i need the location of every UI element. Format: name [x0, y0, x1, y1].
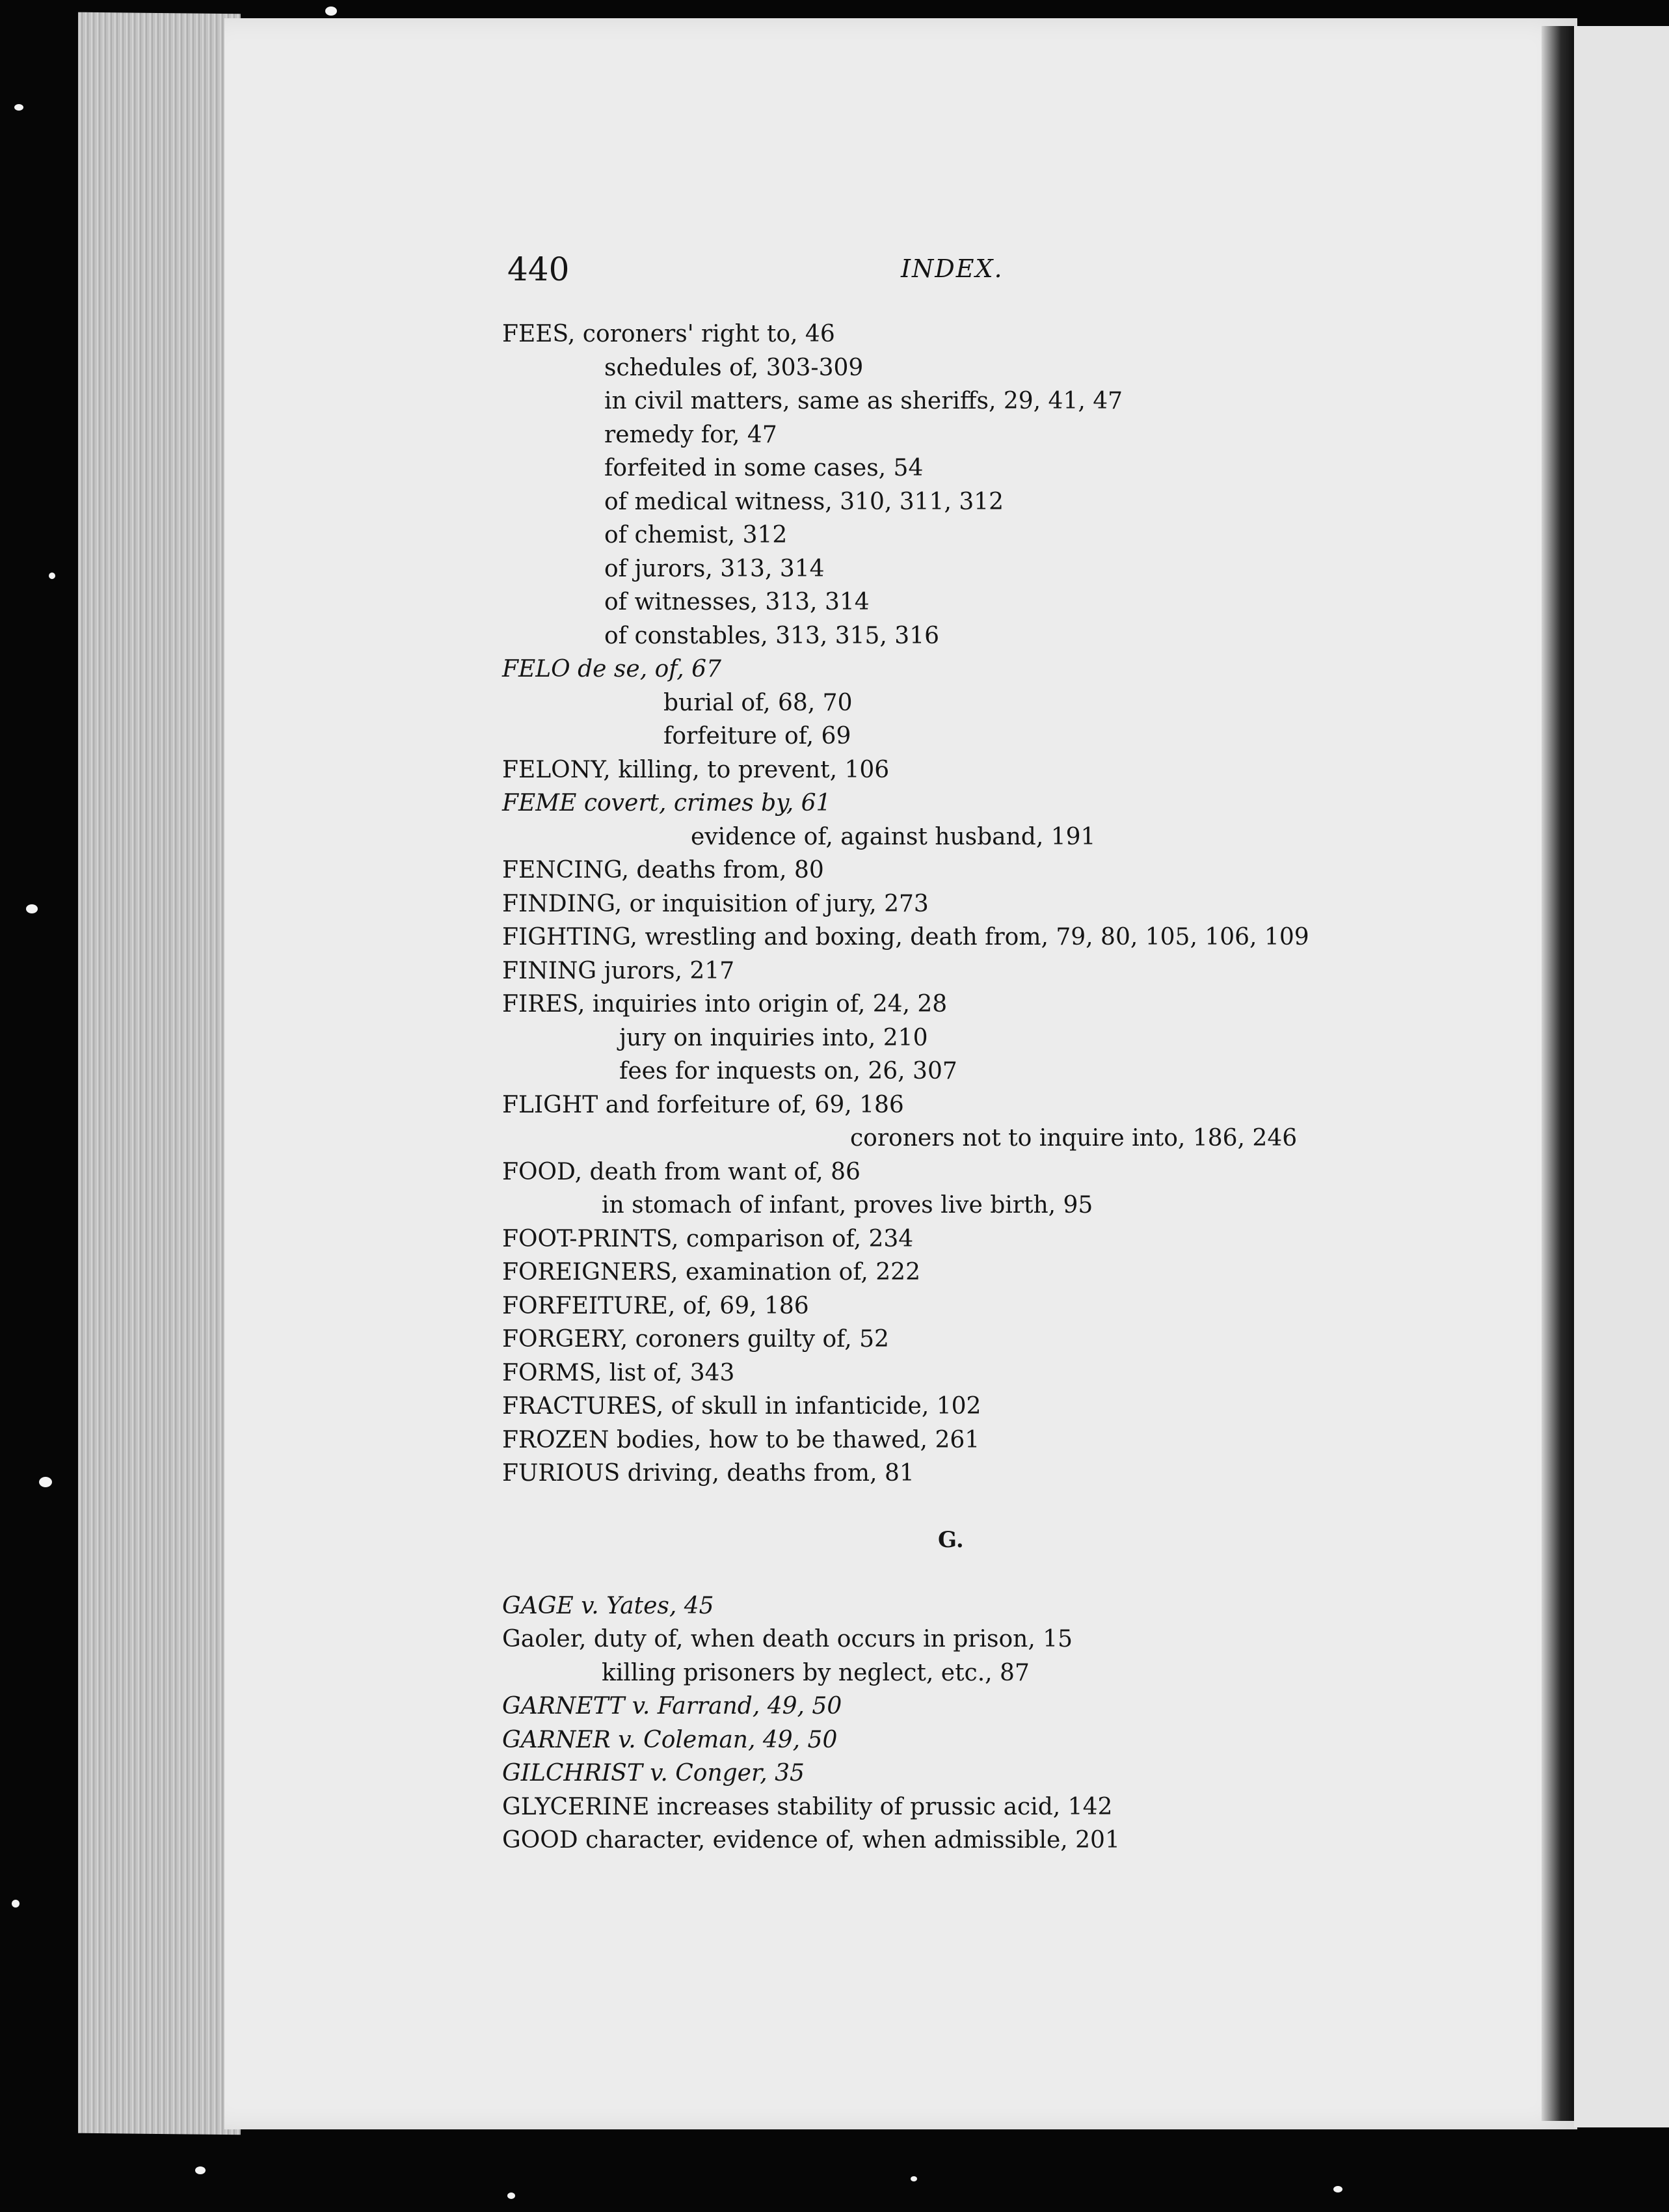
- dust-speck: [1333, 2186, 1342, 2192]
- dust-speck: [26, 904, 38, 913]
- index-entry: forfeited in some cases, 54: [604, 455, 924, 481]
- index-entry: schedules of, 303-309: [604, 354, 864, 381]
- dust-speck: [14, 104, 23, 111]
- index-entry: FOOD, death from want of, 86: [502, 1158, 861, 1185]
- index-entry: FELO de se, of, 67: [502, 656, 721, 682]
- index-entry: FORGERY, coroners guilty of, 52: [502, 1326, 889, 1353]
- index-entry: of witnesses, 313, 314: [604, 589, 870, 615]
- index-section-f: [502, 317, 1517, 1490]
- spine-shadow: [1542, 26, 1574, 2121]
- index-entry: forfeiture of, 69: [663, 723, 851, 749]
- index-entry: remedy for, 47: [604, 421, 777, 448]
- page-number: 440: [507, 250, 570, 288]
- running-head: INDEX.: [901, 254, 1004, 283]
- index-entry: of jurors, 313, 314: [604, 555, 825, 582]
- index-entry: FINING jurors, 217: [502, 957, 735, 984]
- index-section-g: [502, 1589, 1517, 1857]
- index-body: [502, 317, 1517, 1857]
- index-entry: FIGHTING, wrestling and boxing, death from, 79, 80, 105, 106, 109: [502, 924, 1309, 951]
- section-letter-g: G.: [938, 1526, 964, 1553]
- index-entry: FOREIGNERS, examination of, 222: [502, 1259, 920, 1286]
- index-entry: GAGE v. Yates, 45: [502, 1592, 714, 1619]
- book-page-edge: [78, 12, 241, 2135]
- index-entry: GARNETT v. Farrand, 49, 50: [502, 1693, 842, 1720]
- index-entry: coroners not to inquire into, 186, 246: [850, 1125, 1298, 1152]
- index-entry: FEME covert, crimes by, 61: [502, 790, 831, 816]
- dust-speck: [325, 7, 337, 16]
- dust-speck: [12, 1900, 20, 1908]
- index-entry: of chemist, 312: [604, 522, 788, 548]
- index-entry: FINDING, or inquisition of jury, 273: [502, 890, 929, 917]
- index-entry: FELONY, killing, to prevent, 106: [502, 756, 890, 783]
- index-entry: FRACTURES, of skull in infanticide, 102: [502, 1393, 981, 1420]
- index-entry: FURIOUS driving, deaths from, 81: [502, 1460, 915, 1487]
- index-entry: fees for inquests on, 26, 307: [619, 1058, 957, 1085]
- index-entry: Gaoler, duty of, when death occurs in prison, 15: [502, 1626, 1073, 1652]
- index-entry: GARNER v. Coleman, 49, 50: [502, 1726, 838, 1753]
- dust-speck: [911, 2176, 917, 2181]
- index-entry: evidence of, against husband, 191: [691, 823, 1096, 850]
- index-entry: burial of, 68, 70: [663, 689, 853, 716]
- index-entry: of constables, 313, 315, 316: [604, 622, 940, 649]
- index-entry: FEES, coroners' right to, 46: [502, 321, 835, 347]
- index-entry: killing prisoners by neglect, etc., 87: [602, 1659, 1030, 1686]
- facing-page-edge: [1574, 26, 1669, 2127]
- index-entry: FLIGHT and forfeiture of, 69, 186: [502, 1091, 904, 1118]
- dust-speck: [49, 573, 55, 579]
- dust-speck: [507, 2192, 515, 2199]
- index-entry: FIRES, inquiries into origin of, 24, 28: [502, 991, 948, 1018]
- index-entry: FROZEN bodies, how to be thawed, 261: [502, 1426, 980, 1453]
- index-entry: jury on inquiries into, 210: [619, 1024, 928, 1051]
- index-entry: in civil matters, same as sheriffs, 29, 41, 47: [604, 388, 1123, 414]
- index-entry: in stomach of infant, proves live birth, 95: [602, 1192, 1093, 1219]
- dust-speck: [39, 1477, 52, 1487]
- index-entry: GLYCERINE increases stability of prussic acid, 142: [502, 1793, 1113, 1820]
- index-entry: of medical witness, 310, 311, 312: [604, 488, 1004, 515]
- index-entry: FENCING, deaths from, 80: [502, 857, 824, 883]
- page-header: [507, 250, 1496, 290]
- index-entry: GOOD character, evidence of, when admissible, 201: [502, 1827, 1120, 1854]
- index-entry: FORFEITURE, of, 69, 186: [502, 1292, 809, 1319]
- index-entry: FOOT-PRINTS, comparison of, 234: [502, 1225, 914, 1252]
- index-entry: FORMS, list of, 343: [502, 1359, 735, 1386]
- dust-speck: [195, 2166, 206, 2174]
- index-entry: GILCHRIST v. Conger, 35: [502, 1760, 805, 1787]
